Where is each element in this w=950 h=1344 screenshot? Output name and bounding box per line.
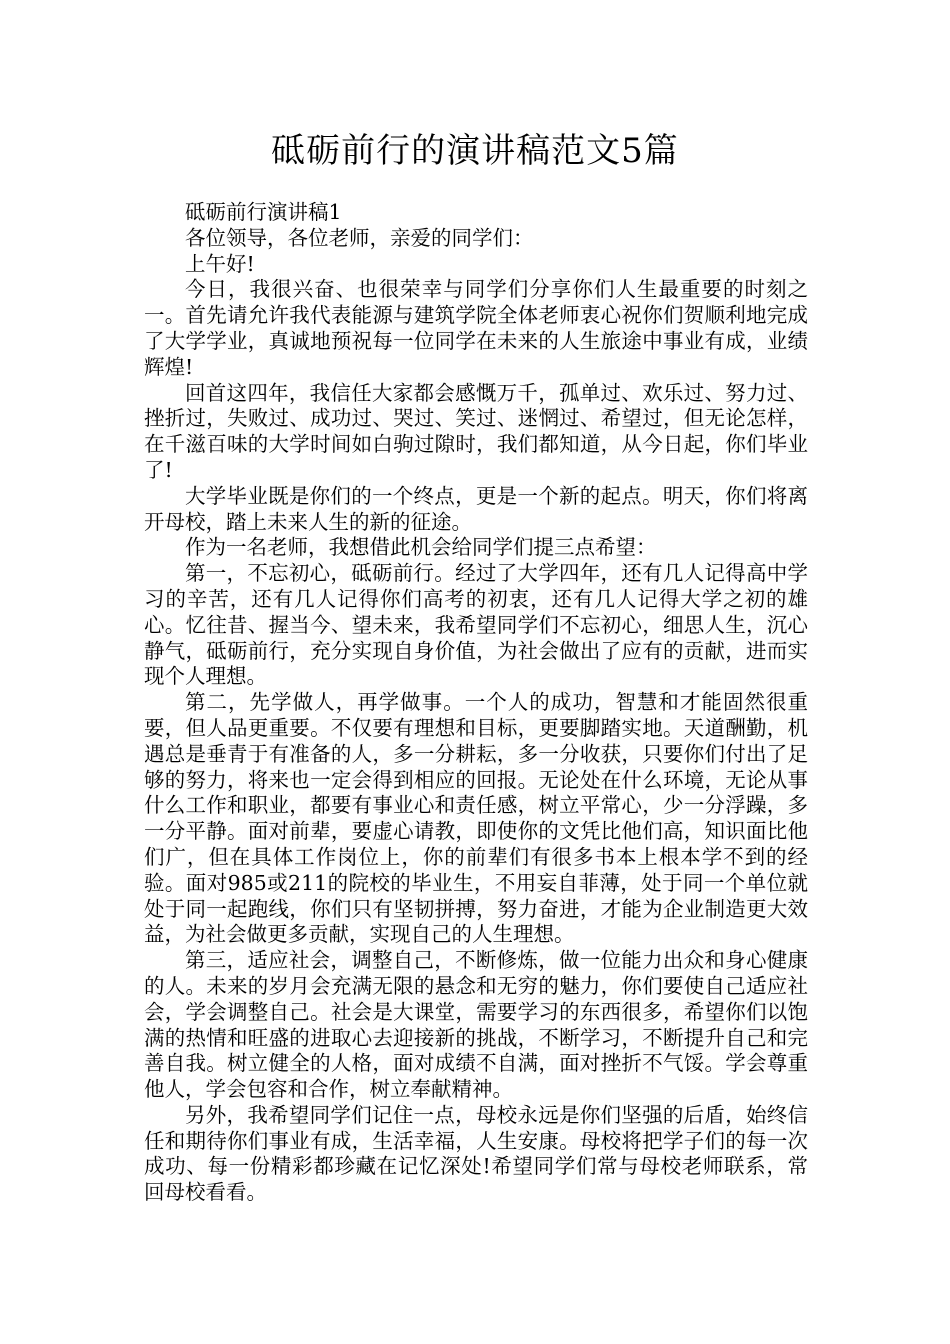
- body-paragraph: 大学毕业既是你们的一个终点，更是一个新的起点。明天，你们将离开母校，踏上未来人生的新的征途。: [144, 483, 808, 534]
- body-paragraph: 第一，不忘初心，砥砺前行。经过了大学四年，还有几人记得高中学习的辛苦，还有几人记得你们高考的初衷，还有几人记得大学之初的雄心。忆往昔、握当今、望未来，我希望同学们不忘初心，细思人生，沉心静气，砥砺前行，充分实现自身价值，为社会做出了应有的贡献，进而实现个人理想。: [144, 561, 808, 689]
- salutation: 各位领导，各位老师，亲爱的同学们：: [185, 225, 534, 250]
- greeting: 上午好!: [185, 251, 255, 276]
- body-paragraph: 作为一名老师，我想借此机会给同学们提三点希望：: [185, 535, 657, 560]
- body-paragraph: 第三，适应社会，调整自己，不断修炼，做一位能力出众和身心健康的人。未来的岁月会充满无限的悬念和无穷的魅力，你们要使自己适应社会，学会调整自己。社会是大课堂，需要学习的东西很多，希望你们以饱满的热情和旺盛的进取心去迎接新的挑战，不断学习，不断提升自己和完善自我。树立健全的人格，面对成绩不自满，面对挫折不气馁。学会尊重他人，学会包容和合作，树立奉献精神。: [144, 948, 808, 1102]
- document-title: 砥砺前行的演讲稿范文5篇: [271, 131, 679, 171]
- document-body: [144, 200, 808, 1206]
- body-paragraph: 第二，先学做人，再学做事。一个人的成功，智慧和才能固然很重要，但人品更重要。不仅要有理想和目标，更要脚踏实地。天道酬勤，机遇总是垂青于有准备的人，多一分耕耘，多一分收获，只要你们付出了足够的努力，将来也一定会得到相应的回报。无论处在什么环境，无论从事什么工作和职业，都要有事业心和责任感，树立平常心，少一分浮躁，多一分平静。面对前辈，要虚心请教，即使你的文凭比他们高，知识面比他们广，但在具体工作岗位上，你的前辈们有很多书本上根本学不到的经验。面对985或211的院校的毕业生，不用妄自菲薄，处于同一个单位就处于同一起跑线，你们只有坚韧拼搏，努力奋进，才能为企业制造更大效益，为社会做更多贡献，实现自己的人生理想。: [144, 690, 808, 947]
- section-heading: 砥砺前行演讲稿1: [185, 200, 342, 224]
- body-paragraph: 另外，我希望同学们记住一点，母校永远是你们坚强的后盾，始终信任和期待你们事业有成，生活幸福，人生安康。母校将把学子们的每一次成功、每一份精彩都珍藏在记忆深处!希望同学们常与母校老师联系，常回母校看看。: [144, 1102, 808, 1205]
- body-paragraph: 今日，我很兴奋、也很荣幸与同学们分享你们人生最重要的时刻之一。首先请允许我代表能源与建筑学院全体老师衷心祝你们贺顺利地完成了大学学业，真诚地预祝每一位同学在未来的人生旅途中事业有成，业绩辉煌!: [144, 277, 808, 379]
- body-paragraph: 回首这四年，我信任大家都会感慨万千，孤单过、欢乐过、努力过、挫折过，失败过、成功过、哭过、笑过、迷惘过、希望过，但无论怎样，在千滋百味的大学时间如白驹过隙时，我们都知道，从今日起，你们毕业了!: [144, 380, 808, 482]
